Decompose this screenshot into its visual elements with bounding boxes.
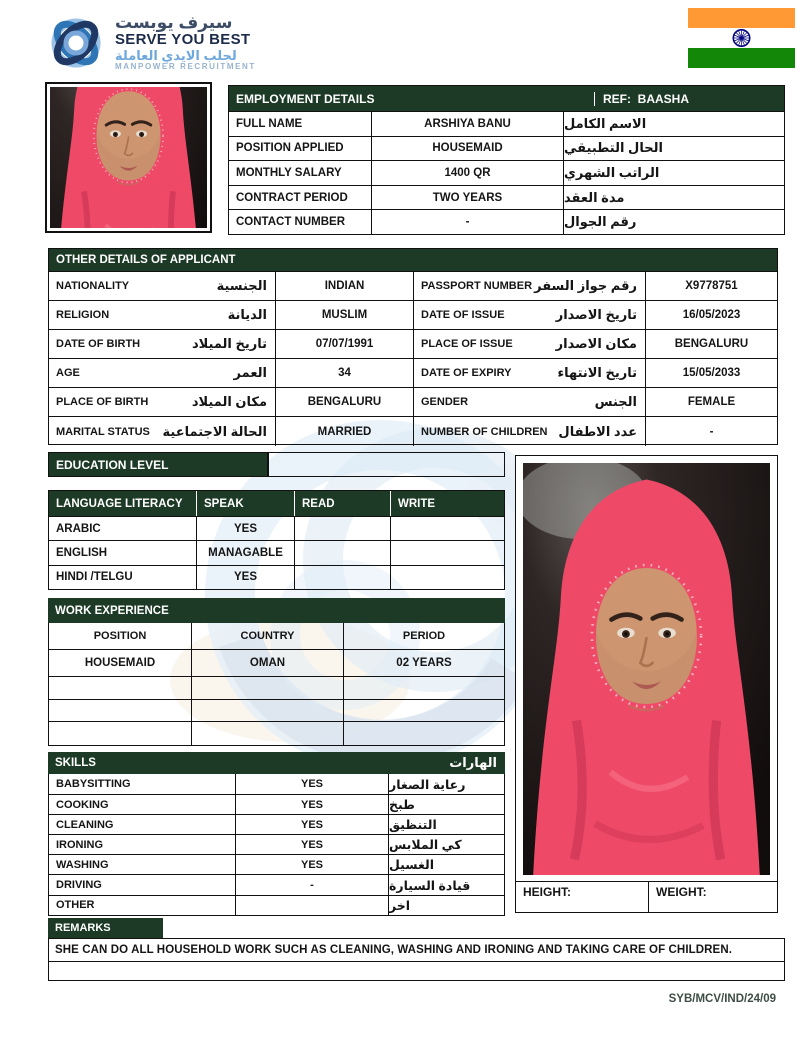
read-value [295,516,391,540]
language-name: HINDI /TELGU [49,565,197,589]
language-name: ARABIC [49,516,197,540]
field-label-arabic: رقم الجوال [564,209,784,234]
field-value: - [646,416,777,445]
column-header: SPEAK [197,491,295,516]
india-flag [688,8,795,68]
read-value [295,540,391,564]
speak-value: YES [197,565,295,589]
skill-name-arabic: كي الملابس [389,834,504,854]
skill-value: YES [236,794,389,814]
education-level-header: EDUCATION LEVEL [48,452,268,477]
skill-name: OTHER [49,895,236,915]
skill-name: IRONING [49,834,236,854]
skill-value: YES [236,774,389,794]
field-value: 07/07/1991 [276,329,414,358]
speak-value: MANAGABLE [197,540,295,564]
country-value: OMAN [192,649,344,676]
skills-title-arabic: الهارات [449,755,497,770]
field-label-arabic: الراتب الشهري [564,160,784,185]
position-value: HOUSEMAID [49,649,192,676]
skill-name-arabic: قيادة السيارة [389,874,504,894]
document-ref-code: SYB/MCV/IND/24/09 [668,993,776,1005]
position-value [49,676,192,699]
other-details-table [48,248,778,445]
position-value [49,699,192,721]
field-value: 15/05/2033 [646,358,777,387]
field-label-pair: AGE العمر [49,358,276,387]
field-value: - [372,209,564,234]
skill-name: CLEANING [49,814,236,834]
field-label-pair: PLACE OF BIRTH مكان الميلاد [49,387,276,416]
field-label-pair: DATE OF BIRTH تاريخ الميلاد [49,329,276,358]
write-value [391,565,504,589]
column-header: PERIOD [402,630,446,642]
field-label-pair: MARITAL STATUS الحالة الاجتماعية [49,416,276,445]
height-label: HEIGHT: [523,885,571,899]
field-value: INDIAN [276,271,414,300]
skills-section [48,752,505,916]
read-value [295,565,391,589]
company-logo [45,12,256,74]
applicant-photo-panel [515,455,778,913]
work-experience-header: WORK EXPERIENCE [48,598,505,623]
field-value: X9778751 [646,271,777,300]
skill-name: WASHING [49,854,236,874]
country-value [192,676,344,699]
ref-number: REF: BAASHA [603,91,689,106]
country-value [192,699,344,721]
column-header: WRITE [398,497,436,510]
skills-title: SKILLS [55,757,96,769]
position-value [49,721,192,745]
skills-header [48,752,505,774]
period-value [344,699,504,721]
language-name: ENGLISH [49,540,197,564]
height-field [516,882,649,912]
field-value: FEMALE [646,387,777,416]
period-value [344,676,504,699]
brand-arabic-title: سيرف يوبست [115,13,233,32]
column-header: LANGUAGE LITERACY [49,491,197,516]
employment-details-table [228,85,785,235]
skill-value: YES [236,834,389,854]
skill-name: DRIVING [49,874,236,894]
skill-value [236,895,389,915]
weight-field [649,882,777,912]
field-label: FULL NAME [229,111,372,136]
country-value [192,721,344,745]
applicant-photo-large [523,463,770,875]
education-level-value [268,452,505,477]
field-value: 1400 QR [372,160,564,185]
field-value: TWO YEARS [372,185,564,210]
employment-details-title: EMPLOYMENT DETAILS [229,92,595,106]
field-label: CONTRACT PERIOD [229,185,372,210]
write-value [391,540,504,564]
field-label: POSITION APPLIED [229,136,372,161]
field-label-pair: NUMBER OF CHILDREN عدد الاطفال [414,416,646,445]
field-label: CONTACT NUMBER [229,209,372,234]
field-value: BENGALURU [646,329,777,358]
column-header: COUNTRY [192,623,344,649]
field-label: MONTHLY SALARY [229,160,372,185]
applicant-photo-small [45,82,212,233]
brand-arabic-subtitle: لجلب الايدي العاملة [115,47,237,63]
column-header: READ [295,491,391,516]
field-value: ARSHIYA BANU [372,111,564,136]
period-value [344,721,504,745]
remarks-header: REMARKS [48,918,163,938]
weight-label: WEIGHT: [656,885,707,899]
skill-name: COOKING [49,794,236,814]
skill-value: YES [236,854,389,874]
field-label-pair: PLACE OF ISSUE مكان الاصدار [414,329,646,358]
skill-name-arabic: التنظيق [389,814,504,834]
field-label-pair: DATE OF ISSUE تاريخ الاصدار [414,300,646,329]
logo-knot-icon [45,12,107,74]
language-literacy-table [48,490,505,590]
speak-value: YES [197,516,295,540]
work-experience-section [48,598,505,746]
other-details-header: OTHER DETAILS OF APPLICANT [49,249,777,271]
field-label-arabic: الاسم الكامل [564,111,784,136]
skill-name-arabic: اخر [389,895,504,915]
field-value: 16/05/2023 [646,300,777,329]
skill-name-arabic: رعاية الصغار [389,777,466,792]
brand-english-subtitle: MANPOWER RECRUITMENT [115,61,256,71]
field-value: 34 [276,358,414,387]
field-label-pair: NATIONALITY الجنسية [49,271,276,300]
employment-details-header [229,86,784,111]
skill-value: - [236,874,389,894]
skill-value: YES [236,814,389,834]
field-value: BENGALURU [276,387,414,416]
field-value: HOUSEMAID [372,136,564,161]
field-value: MUSLIM [276,300,414,329]
brand-english-title: SERVE YOU BEST [115,31,251,49]
field-label-arabic: مدة العقد [564,185,784,210]
remarks-box [48,938,785,981]
skill-name-arabic: الغسيل [389,854,504,874]
write-value [391,516,504,540]
skill-name: BABYSITTING [49,774,236,794]
field-label-pair: GENDER الجنس [414,387,646,416]
field-label-arabic: الحال التطبيقي [564,136,784,161]
field-value: MARRIED [276,416,414,445]
skill-name-arabic: طبخ [389,794,504,814]
field-label-pair: DATE OF EXPIRY تاريخ الانتهاء [414,358,646,387]
field-label-pair: PASSPORT NUMBER رقم جواز السفر [414,271,646,300]
period-value: 02 YEARS [344,649,504,676]
column-header: POSITION [49,623,192,649]
remarks-text: SHE CAN DO ALL HOUSEHOLD WORK SUCH AS CLEANING, WASHING AND IRONING AND TAKING CARE OF CHILDREN. [49,939,784,962]
field-label-pair: RELIGION الديانة [49,300,276,329]
